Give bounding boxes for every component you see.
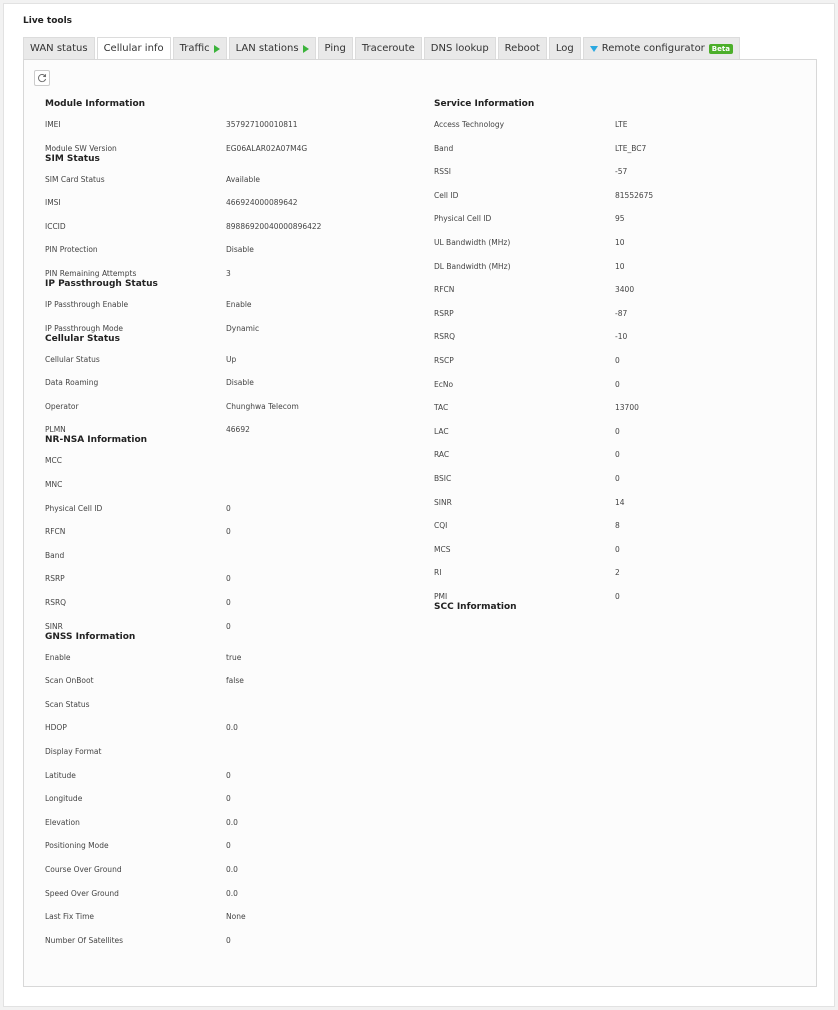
- field-value-plmn: 46692: [226, 425, 250, 435]
- field-label-physical-cell-id: Physical Cell ID: [45, 503, 103, 513]
- field-label-speed-over-ground: Speed Over Ground: [45, 888, 119, 898]
- field-value-last-fix-time: None: [226, 912, 246, 922]
- field-label-scan-status: Scan Status: [45, 699, 90, 709]
- field-value-ul-bandwidth-mhz: 10: [615, 238, 625, 247]
- field-label-longitude: Longitude: [45, 794, 83, 804]
- section-title-gnss-information: GNSS Information: [45, 631, 136, 642]
- field-label-cellular-status: Cellular Status: [45, 354, 100, 364]
- field-label-scan-onboot: Scan OnBoot: [45, 676, 94, 686]
- field-value-pin-protection: Disable: [226, 245, 254, 255]
- field-label-cell-id: Cell ID: [434, 190, 459, 200]
- section-title-cellular-status: Cellular Status: [45, 333, 120, 344]
- field-value-tac: 13700: [615, 403, 639, 413]
- field-value-rssi: -57: [615, 167, 628, 177]
- section-title-scc-information: SCC Information: [434, 602, 517, 612]
- field-value-rsrq: -10: [615, 332, 628, 342]
- section-title-ip-passthrough-status: IP Passthrough Status: [45, 279, 158, 289]
- refresh-button[interactable]: [34, 70, 50, 86]
- field-label-ip-passthrough-mode: IP Passthrough Mode: [45, 323, 124, 333]
- field-label-hdop: HDOP: [45, 723, 67, 733]
- field-value-cqi: 8: [615, 521, 620, 531]
- play-arrow-icon: [303, 45, 309, 53]
- field-value-ip-passthrough-enable: Enable: [226, 300, 252, 309]
- field-label-enable: Enable: [45, 652, 71, 662]
- tab-log[interactable]: [549, 37, 581, 59]
- field-value-ri: 2: [615, 568, 620, 578]
- field-value-access-technology: LTE: [615, 120, 628, 129]
- field-label-data-roaming: Data Roaming: [45, 378, 99, 388]
- field-value-ecno: 0: [615, 379, 620, 389]
- field-value-rfcn: 0: [226, 527, 231, 537]
- field-value-positioning-mode: 0: [226, 841, 231, 851]
- field-value-cell-id: 81552675: [615, 190, 654, 200]
- tab-label: Remote configurator: [601, 43, 705, 54]
- field-label-access-technology: Access Technology: [434, 120, 505, 129]
- section-title-service-information: Service Information: [434, 99, 535, 109]
- field-label-sinr: SINR: [45, 621, 63, 631]
- field-value-physical-cell-id: 0: [226, 503, 231, 513]
- live-tools-card: [3, 3, 835, 1007]
- tab-reboot[interactable]: [498, 37, 547, 59]
- field-value-rfcn: 3400: [615, 285, 635, 295]
- field-label-band: Band: [45, 550, 65, 560]
- field-value-cellular-status: Up: [226, 354, 237, 364]
- field-label-rfcn: RFCN: [434, 285, 455, 295]
- field-value-rac: 0: [615, 450, 620, 460]
- field-value-sinr: 0: [226, 621, 231, 631]
- field-value-operator: Chunghwa Telecom: [226, 401, 299, 411]
- tab-label: Reboot: [504, 43, 540, 54]
- field-label-display-format: Display Format: [45, 747, 102, 756]
- field-value-rsrp: 0: [226, 574, 231, 584]
- field-value-module-sw-version: EG06ALAR02A07M4G: [226, 143, 308, 153]
- field-label-rsrp: RSRP: [45, 574, 65, 584]
- field-value-elevation: 0.0: [226, 817, 238, 827]
- field-label-ip-passthrough-enable: IP Passthrough Enable: [45, 300, 129, 309]
- field-label-bsic: BSIC: [434, 474, 452, 483]
- field-label-ecno: EcNo: [434, 379, 454, 389]
- gem-icon: [590, 45, 598, 53]
- tab-label: Log: [555, 43, 574, 54]
- section-title-nr-nsa-information: NR-NSA Information: [45, 435, 148, 446]
- field-label-ul-bandwidth-mhz: UL Bandwidth (MHz): [434, 238, 511, 247]
- field-value-dl-bandwidth-mhz: 10: [615, 261, 625, 271]
- field-value-imei: 357927100010811: [226, 120, 298, 129]
- field-value-longitude: 0: [226, 794, 231, 804]
- field-value-course-over-ground: 0.0: [226, 865, 238, 874]
- field-label-mnc: MNC: [45, 480, 63, 489]
- field-value-lac: 0: [615, 426, 620, 436]
- field-value-mcs: 0: [615, 544, 620, 554]
- field-value-enable: true: [226, 652, 242, 662]
- field-value-physical-cell-id: 95: [615, 214, 625, 224]
- field-label-pin-remaining-attempts: PIN Remaining Attempts: [45, 269, 137, 278]
- tab-traceroute[interactable]: [355, 37, 422, 59]
- tab-label: WAN status: [30, 43, 88, 54]
- field-label-rsrq: RSRQ: [45, 598, 67, 607]
- cellular-info-panel: [23, 59, 817, 987]
- field-value-pin-remaining-attempts: 3: [226, 269, 231, 278]
- tab-label: Cellular info: [103, 43, 164, 54]
- field-value-pmi: 0: [615, 592, 620, 601]
- field-label-elevation: Elevation: [45, 817, 80, 827]
- field-label-iccid: ICCID: [45, 221, 66, 231]
- field-label-course-over-ground: Course Over Ground: [45, 865, 122, 874]
- field-label-mcc: MCC: [45, 456, 62, 466]
- play-arrow-icon: [214, 45, 220, 53]
- field-label-last-fix-time: Last Fix Time: [45, 912, 95, 922]
- field-value-data-roaming: Disable: [226, 378, 254, 388]
- field-label-sinr: SINR: [434, 497, 452, 507]
- field-value-sim-card-status: Available: [226, 174, 260, 184]
- field-label-latitude: Latitude: [45, 770, 76, 780]
- field-value-sinr: 14: [615, 497, 625, 507]
- field-label-lac: LAC: [434, 426, 449, 436]
- tab-lan-stations[interactable]: [229, 37, 316, 59]
- tab-bar: [23, 37, 740, 59]
- field-label-rac: RAC: [434, 450, 450, 460]
- field-value-rsrq: 0: [226, 598, 231, 607]
- tab-dns-lookup[interactable]: [424, 37, 496, 59]
- tab-label: Ping: [324, 43, 346, 54]
- field-label-rscp: RSCP: [434, 356, 454, 365]
- field-label-operator: Operator: [45, 401, 79, 411]
- tab-cellular-info[interactable]: [97, 37, 171, 59]
- field-label-pin-protection: PIN Protection: [45, 245, 98, 255]
- tab-label: LAN stations: [235, 43, 299, 54]
- field-label-positioning-mode: Positioning Mode: [45, 841, 109, 851]
- section-title-sim-status: SIM Status: [45, 153, 100, 164]
- field-label-pmi: PMI: [434, 592, 448, 601]
- page-title: Live tools: [23, 16, 73, 26]
- tab-label: Traceroute: [361, 43, 415, 54]
- field-label-ri: RI: [434, 568, 442, 578]
- field-label-dl-bandwidth-mhz: DL Bandwidth (MHz): [434, 261, 511, 271]
- field-label-cqi: CQI: [434, 521, 448, 531]
- field-label-rfcn: RFCN: [45, 527, 66, 537]
- field-label-mcs: MCS: [434, 544, 451, 554]
- field-label-module-sw-version: Module SW Version: [45, 143, 117, 153]
- field-value-bsic: 0: [615, 474, 620, 483]
- field-label-rssi: RSSI: [434, 167, 451, 177]
- section-title-module-information: Module Information: [45, 99, 146, 109]
- field-label-rsrp: RSRP: [434, 308, 454, 318]
- field-label-imsi: IMSI: [45, 198, 61, 208]
- field-value-hdop: 0.0: [226, 723, 238, 733]
- field-label-physical-cell-id: Physical Cell ID: [434, 214, 492, 224]
- field-label-band: Band: [434, 143, 454, 153]
- field-value-speed-over-ground: 0.0: [226, 888, 238, 898]
- field-value-band: LTE_BC7: [615, 143, 647, 153]
- field-value-rscp: 0: [615, 356, 620, 365]
- field-value-rsrp: -87: [615, 308, 628, 318]
- field-label-number-of-satellites: Number Of Satellites: [45, 935, 124, 945]
- field-value-imsi: 466924000089642: [226, 198, 298, 208]
- field-value-number-of-satellites: 0: [226, 935, 231, 945]
- field-label-tac: TAC: [434, 403, 449, 413]
- tab-label: Traffic: [179, 43, 210, 54]
- field-label-rsrq: RSRQ: [434, 332, 456, 342]
- field-value-scan-onboot: false: [226, 676, 244, 686]
- field-label-imei: IMEI: [45, 120, 61, 129]
- tab-label: DNS lookup: [430, 43, 489, 54]
- field-label-plmn: PLMN: [45, 425, 66, 435]
- field-label-sim-card-status: SIM Card Status: [45, 174, 105, 184]
- tab-traffic[interactable]: [173, 37, 227, 59]
- beta-badge: Beta: [709, 44, 733, 54]
- field-value-ip-passthrough-mode: Dynamic: [226, 323, 260, 333]
- field-value-latitude: 0: [226, 770, 231, 780]
- field-value-iccid: 89886920040000896422: [226, 221, 322, 231]
- tab-ping[interactable]: [318, 37, 353, 59]
- tab-remote-configurator[interactable]: [583, 37, 740, 59]
- refresh-icon: [37, 73, 47, 83]
- tab-wan-status[interactable]: [23, 37, 95, 59]
